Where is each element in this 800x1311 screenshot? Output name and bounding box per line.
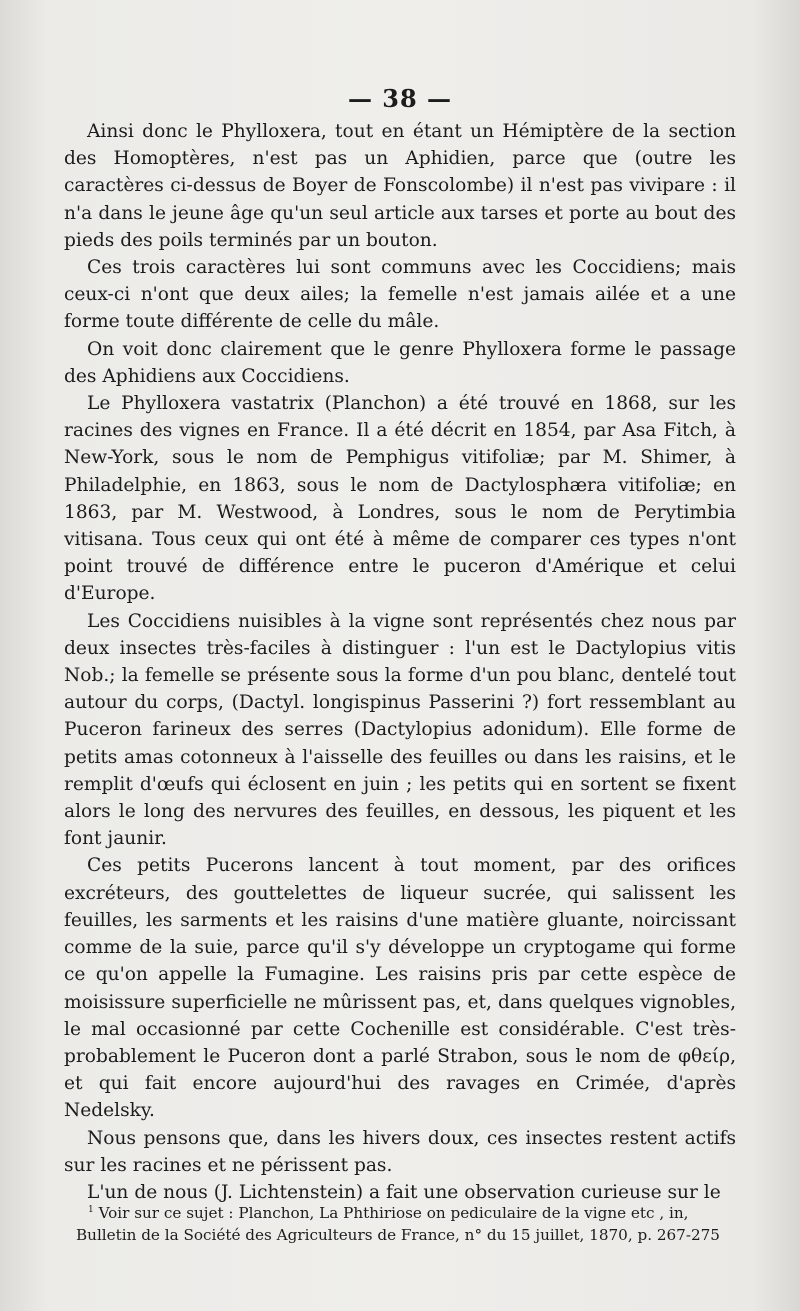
- footnote: [76, 1200, 740, 1246]
- paragraph: Ces trois caractères lui sont communs avec les Coccidiens; mais ceux-ci n'ont que deux ailes; la femelle n'est jamais ailée et a une forme toute différente de celle du mâle.: [64, 257, 736, 333]
- footnote-text: Voir sur ce sujet : Planchon, La Phthiriose on pediculaire de la vigne etc , in, Bulletin de la Société des Agriculteurs de France, n° du 15 juillet, 1870, p. 267-275: [76, 1204, 720, 1244]
- paragraph: Ainsi donc le Phylloxera, tout en étant un Hémiptère de la section des Homoptères, n'est pas un Aphidien, parce que (outre les caractères ci-dessus de Boyer de Fonscolombe) il n'est pas vivipare : il n'a dans le jeune âge qu'un seul article aux tarses et porte au bout des pieds des poils terminés par un bouton.: [64, 121, 736, 251]
- body-text: [64, 118, 736, 1206]
- paragraph: Le Phylloxera vastatrix (Planchon) a été trouvé en 1868, sur les racines des vignes en France. Il a été décrit en 1854, par Asa Fitch, à New-York, sous le nom de Pemphigus vitifoliæ; par M. Shimer, à Philadelphie, en 1863, sous le nom de Dactylosphæra vitifoliæ; en 1863, par M. Westwood, à Londres, sous le nom de Perytimbia vitisana. Tous ceux qui ont été à même de comparer ces types n'ont point trouvé de différence entre le puceron d'Amérique et celui d'Europe.: [64, 393, 736, 605]
- paragraph: Nous pensons que, dans les hivers doux, ces insectes restent actifs sur les racines et ne périssent pas.: [64, 1127, 736, 1176]
- paragraph: On voit donc clairement que le genre Phylloxera forme le passage des Aphidiens aux Coccidiens.: [64, 338, 736, 387]
- page-number: — 38 —: [347, 84, 453, 113]
- paragraph: Ces petits Pucerons lancent à tout moment, par des orifices excréteurs, des gouttelettes de liqueur sucrée, qui salissent les feuilles, les sarments et les raisins d'une matière gluante, noircissant comme de la suie, parce qu'il s'y développe un cryptogame qui forme ce qu'on appelle la Fumagine. Les raisins pris par cette espèce de moisissure superficielle ne mûrissent pas, et, dans quelques vignobles, le mal occasionné par cette Cochenille est considérable. C'est très-probablement le Puceron dont a parlé Strabon, sous le nom de φθείρ, et qui fait encore aujourd'hui des ravages en Crimée, d'après Nedelsky.: [64, 855, 736, 1122]
- paragraph: L'un de nous (J. Lichtenstein) a fait une observation curieuse sur le: [87, 1181, 721, 1203]
- paragraph: Les Coccidiens nuisibles à la vigne sont représentés chez nous par deux insectes très-faciles à distinguer : l'un est le Dactylopius vitis Nob.; la femelle se présente sous la forme d'un pou blanc, dentelé tout autour du corps, (Dactyl. longispinus Passerini ?) fort ressemblant au Puceron farineux des serres (Dactylopius adonidum). Elle forme de petits amas cotonneux à l'aisselle des feuilles ou dans les raisins, et le remplit d'œufs qui éclosent en juin ; les petits qui en sortent se fixent alors le long des nervures des feuilles, en dessous, les piquent et les font jaunir.: [64, 610, 736, 850]
- footnote-marker: 1: [88, 1205, 94, 1215]
